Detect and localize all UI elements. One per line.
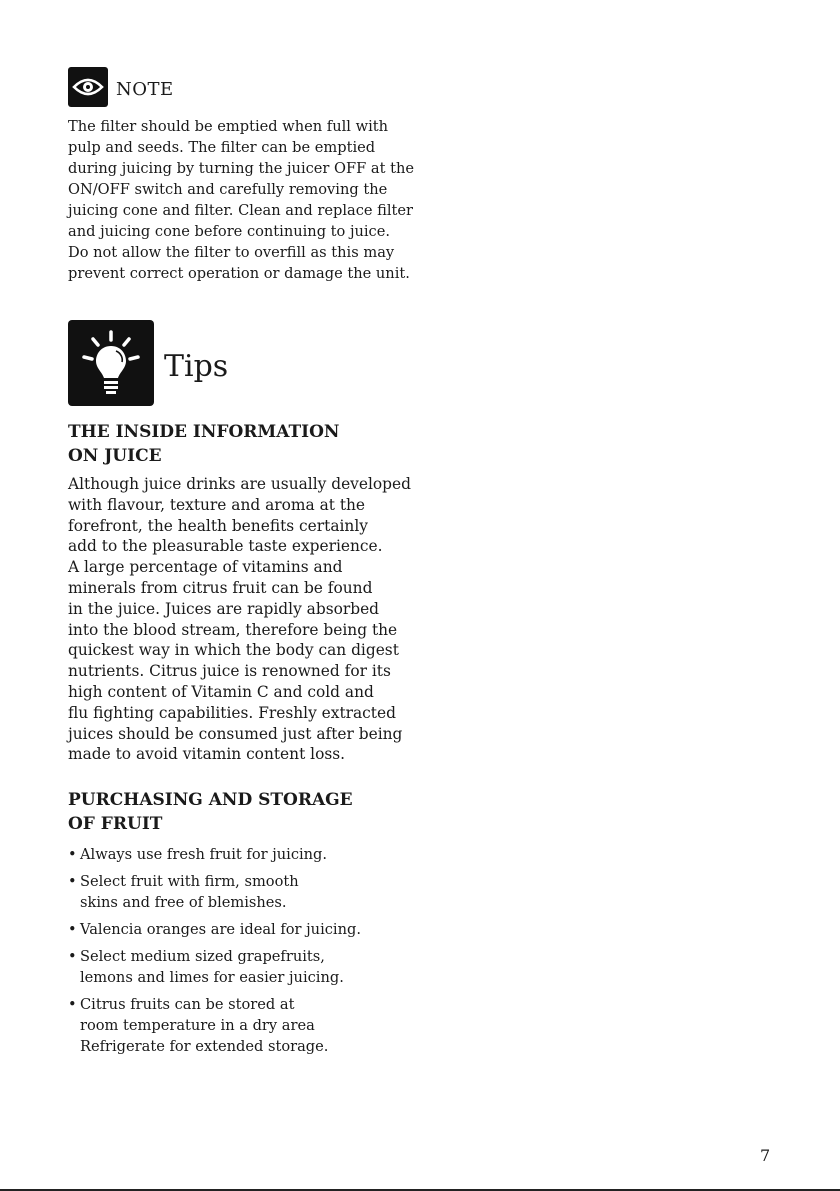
body-line: nutrients. Citrus juice is renowned for its (68, 662, 391, 681)
lightbulb-icon (68, 320, 154, 406)
list-item-line: Always use fresh fruit for juicing. (80, 846, 328, 863)
note-line: ON/OFF switch and carefully removing the (68, 181, 388, 198)
heading-line: PURCHASING AND STORAGE (68, 790, 353, 810)
body-line: high content of Vitamin C and cold and (68, 682, 374, 701)
list-item (68, 994, 408, 1057)
body-line: juices should be consumed just after being (68, 724, 403, 743)
body-line: forefront, the health benefits certainly (68, 516, 368, 535)
list-item (68, 919, 408, 940)
list-item (68, 844, 408, 865)
page-number: 7 (760, 1146, 771, 1165)
heading-line: OF FRUIT (68, 814, 163, 834)
fruit-bullet-list (68, 844, 408, 1063)
bullet-dot: • (68, 921, 77, 938)
list-item-line: Valencia oranges are ideal for juicing. (80, 921, 361, 938)
bullet-dot: • (68, 846, 77, 863)
note-line: and juicing cone before continuing to juice. (68, 223, 391, 240)
eye-icon (68, 67, 108, 107)
bullet-dot: • (68, 996, 77, 1013)
list-item-line: skins and free of blemishes. (80, 894, 287, 911)
note-title: NOTE (116, 78, 174, 100)
note-line: pulp and seeds. The filter can be emptied (68, 139, 376, 156)
note-line: during juicing by turning the juicer OFF at the (68, 160, 415, 177)
note-line: prevent correct operation or damage the unit. (68, 265, 410, 282)
bullet-dot: • (68, 873, 77, 890)
list-item (68, 946, 408, 988)
juice-section-body (68, 474, 428, 765)
list-item (68, 871, 408, 913)
note-line: Do not allow the filter to overfill as this may (68, 244, 395, 261)
body-line: add to the pleasurable taste experience. (68, 537, 383, 556)
body-line: made to avoid vitamin content loss. (68, 745, 346, 764)
tips-title: Tips (164, 348, 229, 384)
note-header (68, 67, 174, 107)
list-item-line: lemons and limes for easier juicing. (80, 969, 344, 986)
juice-section-heading (68, 420, 428, 468)
body-line: Although juice drinks are usually developed (68, 475, 411, 493)
list-item-line: Citrus fruits can be stored at (80, 996, 295, 1013)
body-line: A large percentage of vitamins and (68, 558, 343, 577)
body-line: with flavour, texture and aroma at the (68, 495, 366, 514)
body-line: flu fighting capabilities. Freshly extracted (68, 703, 396, 722)
heading-line: ON JUICE (68, 446, 162, 466)
body-line: quickest way in which the body can digest (68, 641, 399, 660)
body-line: into the blood stream, therefore being the (68, 620, 398, 639)
list-item-line: Refrigerate for extended storage. (80, 1038, 329, 1055)
body-line: in the juice. Juices are rapidly absorbed (68, 599, 380, 618)
note-line: The filter should be emptied when full with (68, 118, 388, 135)
bullet-dot: • (68, 948, 77, 965)
tips-header (68, 320, 228, 406)
heading-line: THE INSIDE INFORMATION (68, 422, 340, 442)
body-line: minerals from citrus fruit can be found (68, 578, 373, 597)
fruit-section-heading (68, 788, 428, 836)
list-item-line: Select fruit with firm, smooth (80, 873, 299, 890)
note-line: juicing cone and filter. Clean and replace filter (68, 202, 414, 219)
note-body (68, 116, 415, 284)
list-item-line: room temperature in a dry area (80, 1017, 315, 1034)
list-item-line: Select medium sized grapefruits, (80, 948, 325, 965)
